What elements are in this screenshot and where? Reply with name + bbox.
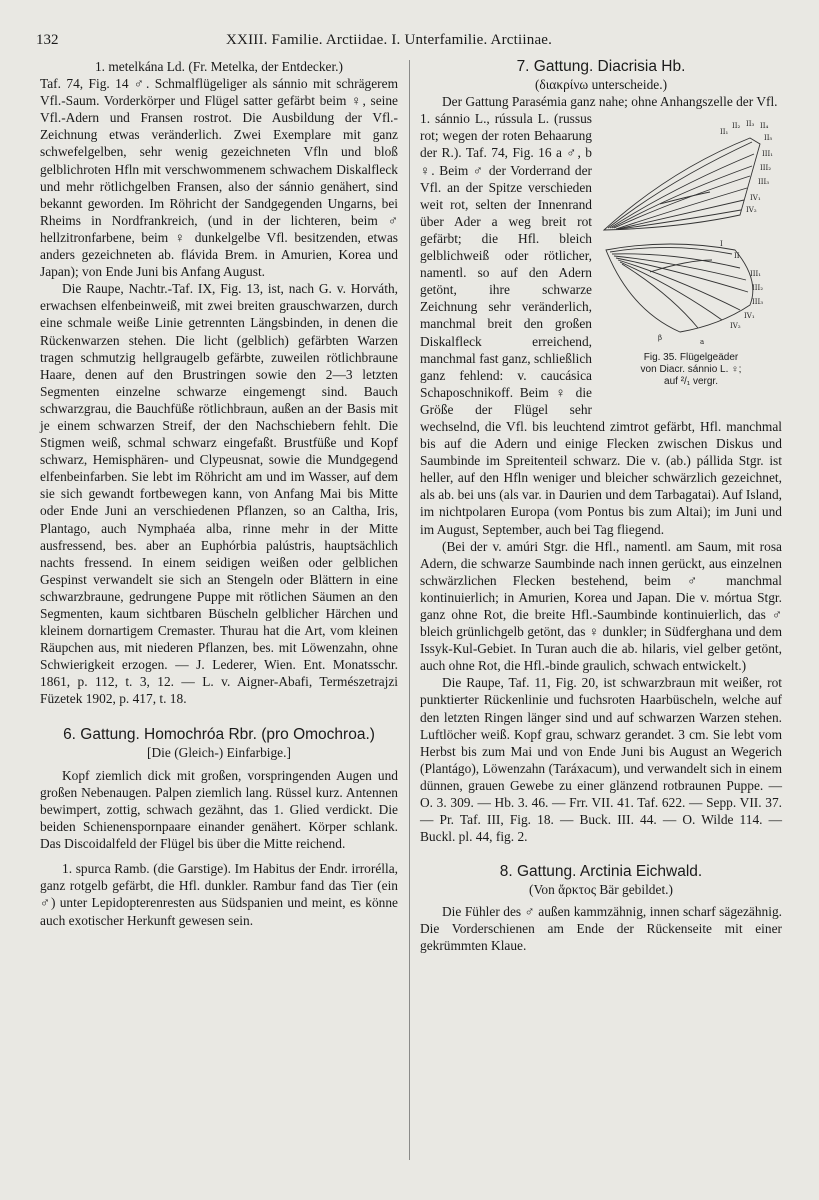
vein-label: II₃	[746, 120, 755, 129]
vein-label: I	[720, 240, 723, 249]
vein-label: II₂	[732, 122, 741, 131]
genus-diacrisia-description: Der Gattung Parasémia ganz nahe; ohne Anhangszelle der Vfl.	[442, 94, 778, 110]
wing-venation-figure	[600, 110, 782, 400]
right-column	[420, 58, 782, 954]
vein-label: II	[734, 252, 740, 261]
sannio-raupe-paragraph: Die Raupe, Taf. 11, Fig. 20, ist schwarzbraun mit weißer, rot punktierter Rückenlinie und fuchsroten Haarbüscheln, welche auf den letzten Ringen länger sind und auf schwarzen Warzen stehen. Luftlöcher weiß. Kopf grau, schwarz gerandet. 3 cm. Sie lebt vom Herbst bis zum Mai und von Ende Juni bis August an Wegerich (Plantágo), Löwenzahn (Taráxacum), und verwandelt sich in einem dünnen, grauen Gewebe zu einer glänzend rotbraunen Puppe. — O. 3. 309. — Hb. 3. 46. — Frr. VII. 41. Taf. 622. — Sepp. VII. 37. — Pr. Taf. III, Fig. 18. — Buck. III. 44. — O. Wilde 114. — Buckl. pl. 44, fig. 2.	[420, 675, 782, 845]
genus-arctinia-subtitle: (Von ἄρκτος Bär gebildet.)	[529, 882, 673, 898]
vein-label: III₃	[758, 178, 770, 187]
species-spurca-paragraph: 1. spurca Ramb. (die Garstige). Im Habitus der Endr. irrorélla, ganz rotgelb gefärbt, die Hfl. dunkler. Rambur fand das Tier (ein ♂) unter Lepidopterenresten aus Südspanien und meint, es könne auch exotischer Herkunft gewesen sein.	[40, 861, 398, 928]
vein-label: IV₂	[746, 206, 757, 215]
wing-venation-drawing	[600, 110, 782, 350]
vein-label: II₄	[760, 122, 769, 131]
genus-arctinia-description: Die Fühler des ♂ außen kammzähnig, innen scharf sägezähnig. Die Vorderschienen am Ende der Rückenseite mit einer gekrümmten Klaue.	[420, 903, 782, 953]
species-metelkana-heading: 1. metelkána Ld. (Fr. Metelka, der Entdecker.)	[94, 59, 343, 74]
vein-label: a	[700, 338, 705, 347]
vein-label: II₁	[720, 128, 729, 137]
vein-label: III₂	[752, 284, 764, 293]
genus-homochroa-description: Kopf ziemlich dick mit großen, vorspringenden Augen und großen Nebenaugen. Palpen ziemlich lang. Rüssel kurz. Antennen bewimpert, zottig, schwach gezähnt, das 1. Glied verdickt. Die beiden Schienenspornpaare einander genähert. Körper schlank. Das Discoidalfeld der Flügel bis über die Mitte reichend.	[40, 767, 398, 852]
genus-diacrisia-heading: 7. Gattung. Diacrisia Hb.	[516, 58, 686, 75]
page-number: 132	[36, 32, 59, 48]
species-sannio-description: 1. sánnio L., rússula L. (russus rot; wegen der roten Behaarung der R.). Taf. 74, Fig. 16 a ♂, b ♀. Beim ♂ der Vorderrand der Vfl. an der Spitze verschieden weit rot, selten der Innenrand über Ader a weg breit rot gefärbt; die Hfl. bleich gelblichweiß oder rötlicher, namentl. so auf den Adern getönt, ihre schwarze Zeichnung sehr veränderlich, manchmal breit den großen Diskalfleck erreichend, manchmal fast ganz, schließlich ganz fehlend: v. caucásica Schaposchnikoff. Beim ♀ die Größe der Flügel sehr wechselnd, die Vfl. bis leuchtend zimtrot gefärbt, Hfl. manchmal bis auf die Adern und einige Flecken zwischen Diskus und Saumbinde im Spreitenteil schwarz. Die v. (ab.) pállida Stgr. ist heller, auf den Hfln weniger und bleicher schwärzlich gezeichnet, als ab. bei uns (als var. in Daurien und dem Tarbagatai). Auf Island, im nichtpolaren Europa (vom Pontus bis zum Altai); im Juni und im August, September, auch bei Tag fliegend.	[420, 111, 782, 537]
species-metelkana-description: Taf. 74, Fig. 14 ♂. Schmalflügeliger als sánnio mit schrägerem Vfl.-Saum. Vorderkörper und Flügel satter gefärbt beim ♀, seine Vfl.-Adern und Fransen rostrot. Die Ausbildung der Vfl.-Zeichnung etwas veränderlich. Zwei Exemplare mit ganz schwefelgelben, sehr wenig gezeichneten Vfln und bloß gelblichroten Hfln mit verschwommenem schwachem Diskalfleck und mehr rötlichgelben Fransen, also der sánnio genähert, sind bekannt geworden. Im Röhricht der Sandgegenden Ungarns, bei Rheims in Nordfrankreich, (und in der lichteren, beim ♂ hellzitronfarbene, beim ♀ dunkelgelbe Vfl. besitzenden, etwas anders gezeichneten ab. flávida Brem. in Amurien, Korea und Japan); von Ende Juni bis Anfang August.	[40, 76, 398, 280]
metelkana-raupe-paragraph: Die Raupe, Nachtr.-Taf. IX, Fig. 13, ist, nach G. v. Horváth, erwachsen elfenbeinweiß, mit zwei breiten grauschwarzen, durch eine schmale weiße Linie getrennten Längsbinden, in denen die Rückenwarzen stehen. Die licht (gelblich) gefärbten Warzen tragen schmutzig hellgraugelb gefärbte, zuweilen rötlichbraune Haare, denen auf den Brustringen sowie den 2—3 letzten Segmenten einzelne schwarze eingemengt sind. Bauch schwarzgrau, die Bauchfüße rötlichbraun, außen an der Basis mit je einem schwarzen Streif, der den Nachschiebern fehlt. Die Stigmen weiß, schmal schwarz eingefaßt. Brustfüße und Kopf schwarz, Hemisphären- und Clypeusnat, sowie die Mundgegend elfenbeinfarben. Sie lebt im Röhricht am und im Wasser, auf dem sie sich gewandt fortbewegen kann, von Anfang Mai bis Mitte oder Ende Juni an verschiedenen Pflanzen, so an Caltha, Iris, Plantago, auch Nymphaéa alba, rinne mehr in der Mitte ausfressend, bes. aber an Euphórbia palústris, hauptsächlich nachts fressend. In einem seidigen weißen oder gelblichen Gespinst verwandelt sie sich an Stengeln oder Blättern in eine schwarzbraune, gedrungene Puppe mit rötlichen Säumen an den Segmenten, kaum sichtbaren Büscheln gelblicher Härchen und kleinem dornartigem Cremaster. Thurau hat die Art, vom kleinen Räupchen aus, mit niederen Pflanzen, bes. mit Löwenzahn, ohne Schwierigkeit erzogen. — J. Lederer, Wien. Ent. Monatsschr. 1861, p. 112, t. 3, 12. — L. v. Aigner-Abafi, Természetrajzi Füzetek 1902, p. 417, t. 18.	[40, 281, 398, 707]
figure-caption	[600, 352, 782, 388]
vein-label: IV₂	[730, 322, 741, 331]
genus-homochroa-heading: 6. Gattung. Homochróa Rbr. (pro Omochroa.)	[63, 725, 375, 743]
running-title: XXIII. Familie. Arctiidae. I. Unterfamilie. Arctiinae.	[226, 32, 553, 48]
vein-label: III₂	[760, 164, 772, 173]
vein-label: IV₁	[750, 194, 761, 203]
vein-label: II₅	[764, 134, 773, 143]
vein-label: III₃	[752, 298, 764, 307]
vein-label: III₁	[762, 150, 774, 159]
sannio-varieties-paragraph: (Bei der v. amúri Stgr. die Hfl., namentl. am Saum, mit rosa Adern, die schwarze Saumbinde nach innen gerückt, aus einzelnen schwärzlichen Flecken bestehend, beim ♂ manchmal kontinuierlich; in Amurien, Korea und Japan. Die v. mórtua Stgr. ganz ohne Rot, die breite Hfl.-Saumbinde kontinuierlich, das ♂ bleich grünlichgelb getönt, das ♀ dunkler; in Südferghana und dem Issyk-Kul-Gebiet. In Turan auch die ab. hilaris, viel gelber getönt, auch ohne Rot, die Hfl.-binde graulich, schwach entwickelt.)	[420, 538, 782, 674]
genus-diacrisia-subtitle: (διακρίνω unterscheide.)	[534, 77, 668, 93]
figure-caption-line: Fig. 35. Flügelgeäder	[643, 352, 739, 364]
vein-label: β	[658, 334, 663, 343]
vein-label: III₁	[750, 270, 762, 279]
page-header	[36, 32, 796, 52]
genus-homochroa-subtitle: [Die (Gleich-) Einfarbige.]	[147, 744, 291, 760]
genus-arctinia-heading: 8. Gattung. Arctinia Eichwald.	[499, 863, 703, 881]
vein-label: IV₁	[744, 312, 755, 321]
figure-caption-line: auf ²/₁ vergr.	[664, 376, 718, 388]
figure-caption-line: von Diacr. sánnio L. ♀;	[640, 364, 742, 376]
left-column	[40, 58, 398, 929]
column-divider	[409, 60, 410, 1160]
